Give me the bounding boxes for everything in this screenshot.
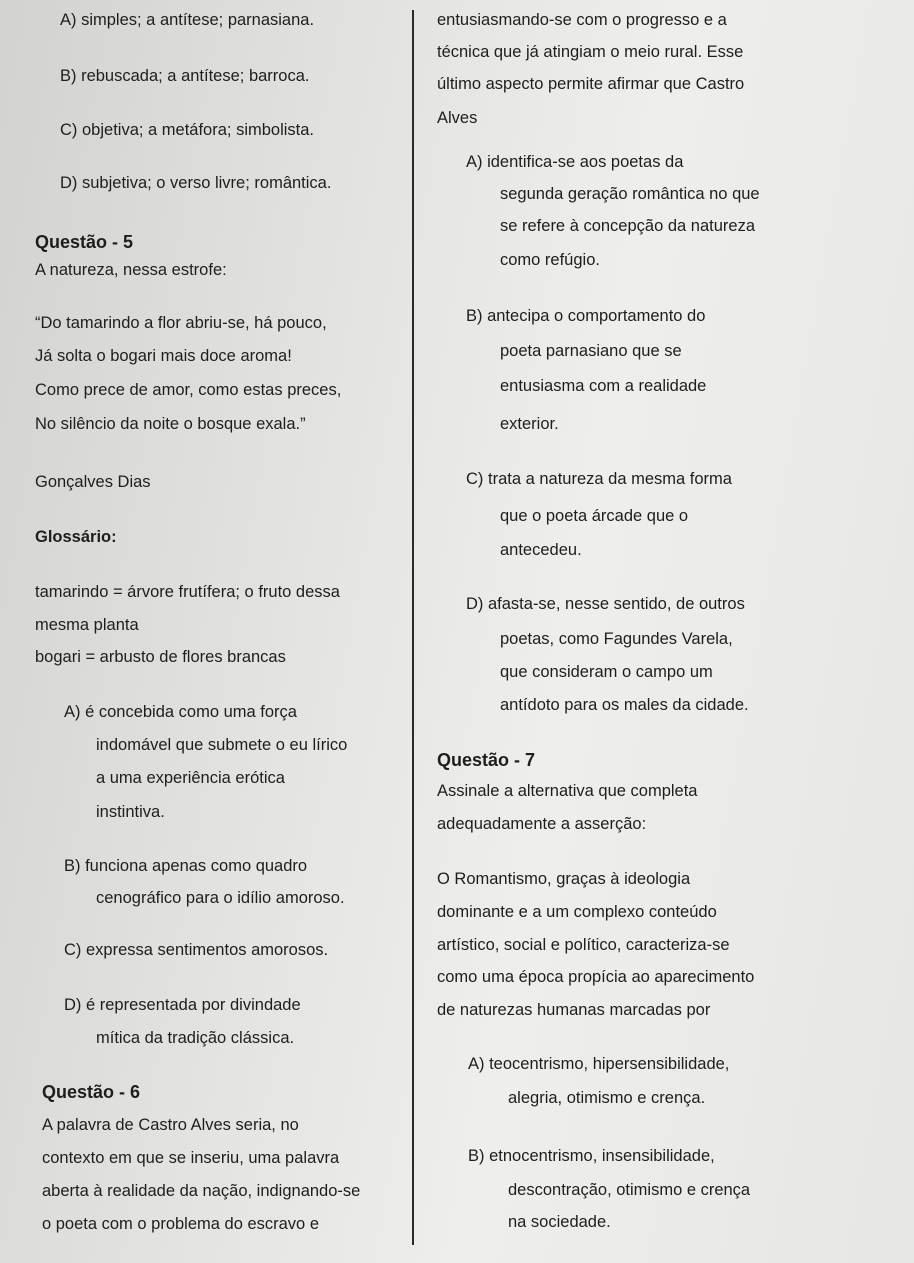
q5-option-a-cont: indomável que submete o eu lírico	[96, 736, 348, 754]
q7-assertion-line: dominante e a um complexo conteúdo	[437, 903, 717, 921]
q6-cont-line: último aspecto permite afirmar que Castro	[437, 75, 745, 93]
q5-option-a-cont: instintiva.	[96, 803, 165, 821]
glossary-line-2: mesma planta	[35, 616, 139, 634]
q5-option-a-cont: a uma experiência erótica	[96, 769, 285, 787]
poem-line-2: Já solta o bogari mais doce aroma!	[35, 347, 292, 365]
q6-option-d-cont: poetas, como Fagundes Varela,	[500, 630, 733, 648]
q6-cont-line: Alves	[437, 109, 478, 127]
q6-option-d: D) afasta-se, nesse sentido, de outros	[466, 595, 745, 613]
q6-text-line: aberta à realidade da nação, indignando-se	[42, 1182, 361, 1200]
q6-option-a-cont: se refere à concepção da natureza	[500, 217, 756, 235]
poem-line-4: No silêncio da noite o bosque exala.”	[35, 415, 306, 433]
q5-option-b-cont: cenográfico para o idílio amoroso.	[96, 889, 345, 907]
q6-option-a-cont: como refúgio.	[500, 251, 600, 269]
q7-assertion-line: O Romantismo, graças à ideologia	[437, 870, 691, 888]
q5-option-d: D) é representada por divindade	[64, 996, 301, 1014]
q7-assertion-line: de naturezas humanas marcadas por	[437, 1001, 711, 1019]
q5-option-b: B) funciona apenas como quadro	[64, 857, 308, 875]
column-divider	[412, 10, 414, 1245]
q6-option-a-cont: segunda geração romântica no que	[500, 185, 760, 203]
q4-option-a: A) simples; a antítese; parnasiana.	[60, 11, 315, 29]
q5-option-d-cont: mítica da tradição clássica.	[96, 1029, 295, 1047]
q6-option-c-cont: antecedeu.	[500, 541, 582, 559]
q7-option-b-cont: na sociedade.	[508, 1213, 611, 1231]
q6-text-line: contexto em que se inseriu, uma palavra	[42, 1149, 340, 1167]
glossary-heading: Glossário:	[35, 528, 117, 546]
q6-option-b-cont: poeta parnasiano que se	[500, 342, 682, 360]
q7-option-b-cont: descontração, otimismo e crença	[508, 1181, 751, 1199]
q6-text-line: o poeta com o problema do escravo e	[42, 1215, 319, 1233]
q5-heading: Questão - 5	[35, 232, 134, 252]
q6-option-b-cont: entusiasma com a realidade	[500, 377, 707, 395]
q7-prompt-line: Assinale a alternativa que completa	[437, 782, 698, 800]
q5-option-c: C) expressa sentimentos amorosos.	[64, 941, 329, 959]
q7-heading: Questão - 7	[437, 750, 536, 770]
q6-option-a: A) identifica-se aos poetas da	[466, 153, 684, 171]
q4-option-d: D) subjetiva; o verso livre; romântica.	[60, 174, 332, 192]
q6-option-c: C) trata a natureza da mesma forma	[466, 470, 732, 488]
q7-prompt-line: adequadamente a asserção:	[437, 815, 647, 833]
q6-option-b-cont: exterior.	[500, 415, 559, 433]
q7-option-a: A) teocentrismo, hipersensibilidade,	[468, 1055, 730, 1073]
q7-option-b: B) etnocentrismo, insensibilidade,	[468, 1147, 715, 1165]
q6-text-line: A palavra de Castro Alves seria, no	[42, 1116, 299, 1134]
glossary-line-3: bogari = arbusto de flores brancas	[35, 648, 286, 666]
q7-assertion-line: artístico, social e político, caracteriza-se	[437, 936, 730, 954]
q6-option-d-cont: antídoto para os males da cidade.	[500, 696, 749, 714]
poem-author: Gonçalves Dias	[35, 473, 151, 491]
q6-cont-line: técnica que já atingiam o meio rural. Esse	[437, 43, 744, 61]
q6-cont-line: entusiasmando-se com o progresso e a	[437, 11, 727, 29]
q7-option-a-cont: alegria, otimismo e crença.	[508, 1089, 706, 1107]
poem-line-1: “Do tamarindo a flor abriu-se, há pouco,	[35, 314, 327, 332]
q4-option-b: B) rebuscada; a antítese; barroca.	[60, 67, 310, 85]
q7-assertion-line: como uma época propícia ao aparecimento	[437, 968, 755, 986]
q5-prompt: A natureza, nessa estrofe:	[35, 261, 227, 279]
q5-option-a: A) é concebida como uma força	[64, 703, 297, 721]
q6-option-c-cont: que o poeta árcade que o	[500, 507, 689, 525]
glossary-line-1: tamarindo = árvore frutífera; o fruto dessa	[35, 583, 340, 601]
q4-option-c: C) objetiva; a metáfora; simbolista.	[60, 121, 315, 139]
q6-option-b: B) antecipa o comportamento do	[466, 307, 706, 325]
q6-heading: Questão - 6	[42, 1082, 141, 1102]
q6-option-d-cont: que consideram o campo um	[500, 663, 713, 681]
poem-line-3: Como prece de amor, como estas preces,	[35, 381, 342, 399]
